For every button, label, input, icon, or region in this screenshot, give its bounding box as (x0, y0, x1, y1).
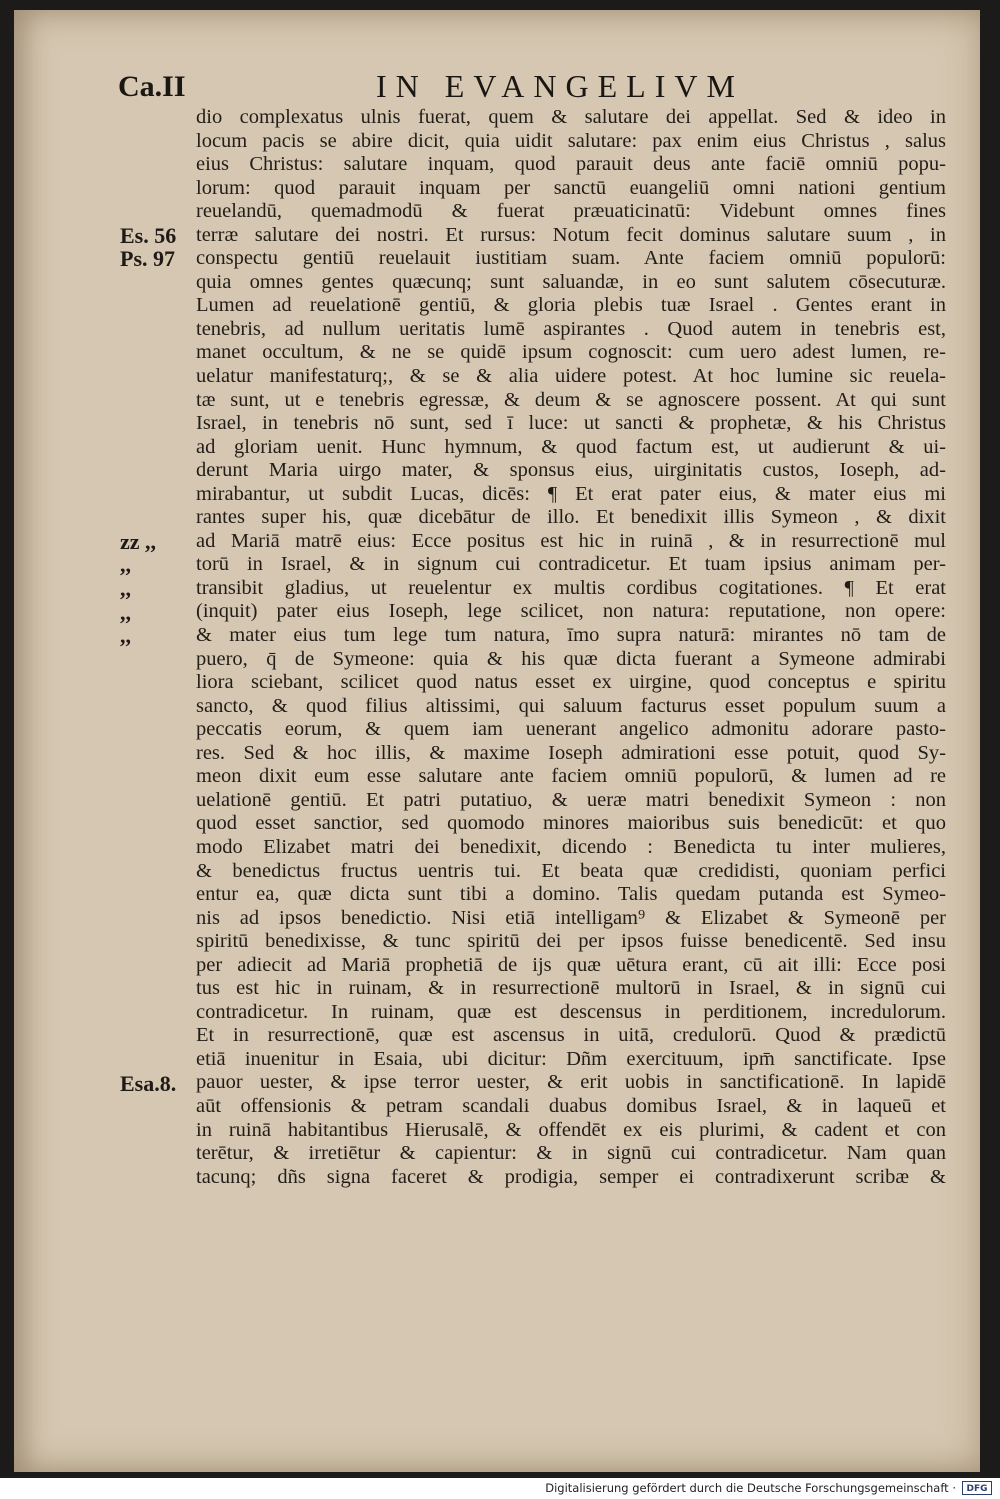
dfg-logo-icon: DFG (962, 1481, 992, 1495)
margin-note: ,, (120, 623, 131, 649)
text-line: etiā inuenitur in Esaia, ubi dicitur: Dñm exercituum, ipm̄ sanctificate. Ipse (196, 1047, 946, 1070)
text-line: ad Mariā matrē eius: Ecce positus est hic in ruinā , & in resurrectionē mul (196, 529, 946, 552)
text-line: (inquit) pater eius Ioseph, lege scilicet, non natura: reputatione, non opere: (196, 600, 946, 623)
text-line: eius Christus: salutare inquam, quod parauit deus ante faciē omniū popu- (196, 153, 946, 176)
text-line: lorum: quod parauit inquam per sanctū euangeliū omni nationi gentium (196, 176, 946, 199)
text-line: quia omnes gentes quæcunq; sunt saluandæ, in eo sunt salutem cōsecuturæ. (196, 270, 946, 293)
margin-note: ,, (120, 576, 131, 601)
running-title: IN EVANGELIVM (376, 68, 744, 104)
text-line: locum pacis se abire dicit, quia uidit salutare: pax enim eius Christus , salus (196, 129, 946, 152)
text-line: dio complexatus ulnis fuerat, quem & salutare dei appellat. Sed & ideo in (196, 106, 946, 128)
text-line: torū in Israel, & in signum cui contradicetur. Et tuam ipsius animam per- (196, 553, 946, 576)
text-line: terræ salutare dei nostri. Et rursus: Notum fecit dominus salutare suum , in (196, 223, 946, 246)
text-line: & mater eius tum lege tum natura, īmo supra naturā: mirantes nō tam de (196, 624, 946, 647)
text-line: puero, q̄ de Symeone: quia & his quæ dicta fuerant a Symeone admirabi (196, 647, 946, 670)
text-line: ad gloriam uenit. Hunc hymnum, & quod factum est, ut audierunt & ui- (196, 435, 946, 458)
text-line: mirabantur, ut subdit Lucas, dicēs: ¶ Et erat pater eius, & mater eius mi (196, 482, 946, 505)
text-line: meon dixit eum esse salutare ante faciem omniū populorū, & lumen ad re (196, 765, 946, 788)
margin-note: ,, (120, 552, 131, 578)
text-line: entur ea, quæ dicta sunt tibi a domino. Talis quedam putanda est Symeo- (196, 883, 946, 906)
text-line: Et in resurrectionē, quæ est ascensus in uitā, credulorū. Quod & prædictū (196, 1024, 946, 1047)
text-line: tus est hic in ruinam, & in resurrectionē multorū in Israel, & in signū cui (196, 977, 946, 1000)
chapter-label: Ca.II (118, 70, 186, 103)
body-text (196, 106, 946, 1189)
page-header (118, 62, 958, 106)
margin-note: Esa.8. (120, 1070, 177, 1096)
margin-note: Ps. 97 (120, 246, 175, 272)
text-line: spiritū benedixisse, & tunc spiritū dei per ipsos fuisse benedicentē. Sed insu (196, 930, 946, 953)
text-line: & benedictus fructus uentris tui. Et beata quæ credidisti, quoniam perfici (196, 859, 946, 882)
text-line: reuelandū, quemadmodū & fuerat præuaticinatū: Videbunt omnes fines (196, 200, 946, 223)
text-line: rantes super his, quæ dicebātur de illo. Et benedixit illis Symeon , & dixit (196, 506, 946, 529)
text-line: terētur, & irretiētur & capientur: & in signū cui contradicetur. Nam quan (196, 1142, 946, 1165)
text-line: uelationē gentiū. Et patri putatiuo, & ueræ matri benedixit Symeon : non (196, 788, 946, 811)
margin-note: Es. 56 (120, 222, 177, 248)
text-line: aūt offensionis & petram scandali duabus domibus Israel, & in laqueū et (196, 1094, 946, 1117)
text-line: contradicetur. In ruinam, quæ est descensus in perditionem, incredulorum. (196, 1000, 946, 1023)
funding-credit: Digitalisierung gefördert durch die Deutsche Forschungsgemeinschaft · (545, 1481, 956, 1495)
text-line: manet occultum, & ne se quidē ipsum cognoscit: cum uero adest lumen, re- (196, 341, 946, 364)
text-line: liora sciebant, scilicet quod natus esset ex uirgine, quod conceptus e spiritu (196, 671, 946, 694)
text-line: derunt Maria uirgo mater, & sponsus eius, uirginitatis custos, Ioseph, ad- (196, 459, 946, 482)
text-line: modo Elizabet matri dei benedixit, dicendo : Benedicta tu inter mulieres, (196, 835, 946, 858)
text-line: peccatis eorum, & quem iam uenerant angelico admonitu adorare pasto- (196, 718, 946, 741)
text-line: in ruinā habitantibus Hierusalē, & offendēt ex eis plurimi, & cadent et con (196, 1118, 946, 1141)
digitization-footer (0, 1478, 1000, 1499)
text-line: transibit gladius, ut reuelentur ex multis cordibus cogitationes. ¶ Et erat (196, 576, 946, 599)
text-line: nis ad ipsos benedictio. Nisi etiā intelligam⁹ & Elizabet & Symeonē per (196, 906, 946, 929)
margin-note: ,, (120, 599, 131, 625)
margin-note: zz ,, (120, 528, 157, 554)
text-line: tæ sunt, ut e tenebris egressæ, & deum & se agnoscere possent. At qui sunt (196, 388, 946, 411)
text-line: pauor uester, & ipse terror uester, & erit uobis in sanctificationē. In lapidē (196, 1071, 946, 1094)
text-line: Lumen ad reuelationē gentiū, & gloria plebis tuæ Israel . Gentes erant in (196, 294, 946, 317)
text-line: conspectu gentiū reuelauit iustitiam suam. Ante faciem omniū populorū: (196, 247, 946, 270)
text-line: res. Sed & hoc illis, & maxime Ioseph admirationi esse potuit, quod Sy- (196, 741, 946, 764)
text-line: tenebris, ad nullum ueritatis lumē aspirantes . Quod autem in tenebris est, (196, 317, 946, 340)
text-line: tacunq; dñs signa faceret & prodigia, semper ei contradixerunt scribæ & (196, 1165, 946, 1188)
text-line: sancto, & quod filius altissimi, qui saluum facturus esset populum suum a (196, 694, 946, 717)
text-line: Israel, in tenebris nō sunt, sed ī luce: ut sancti & prophetæ, & his Christus (196, 412, 946, 435)
text-line: per adiecit ad Mariā prophetiā de ijs quæ uētura erant, cū ait illi: Ecce posi (196, 953, 946, 976)
text-line: uelatur manifestaturq;, & se & alia uidere potest. At hoc lumine sic reuela- (196, 365, 946, 388)
text-line: quod esset sanctior, sed quomodo minores maioribus suis benedicūt: et quo (196, 812, 946, 835)
